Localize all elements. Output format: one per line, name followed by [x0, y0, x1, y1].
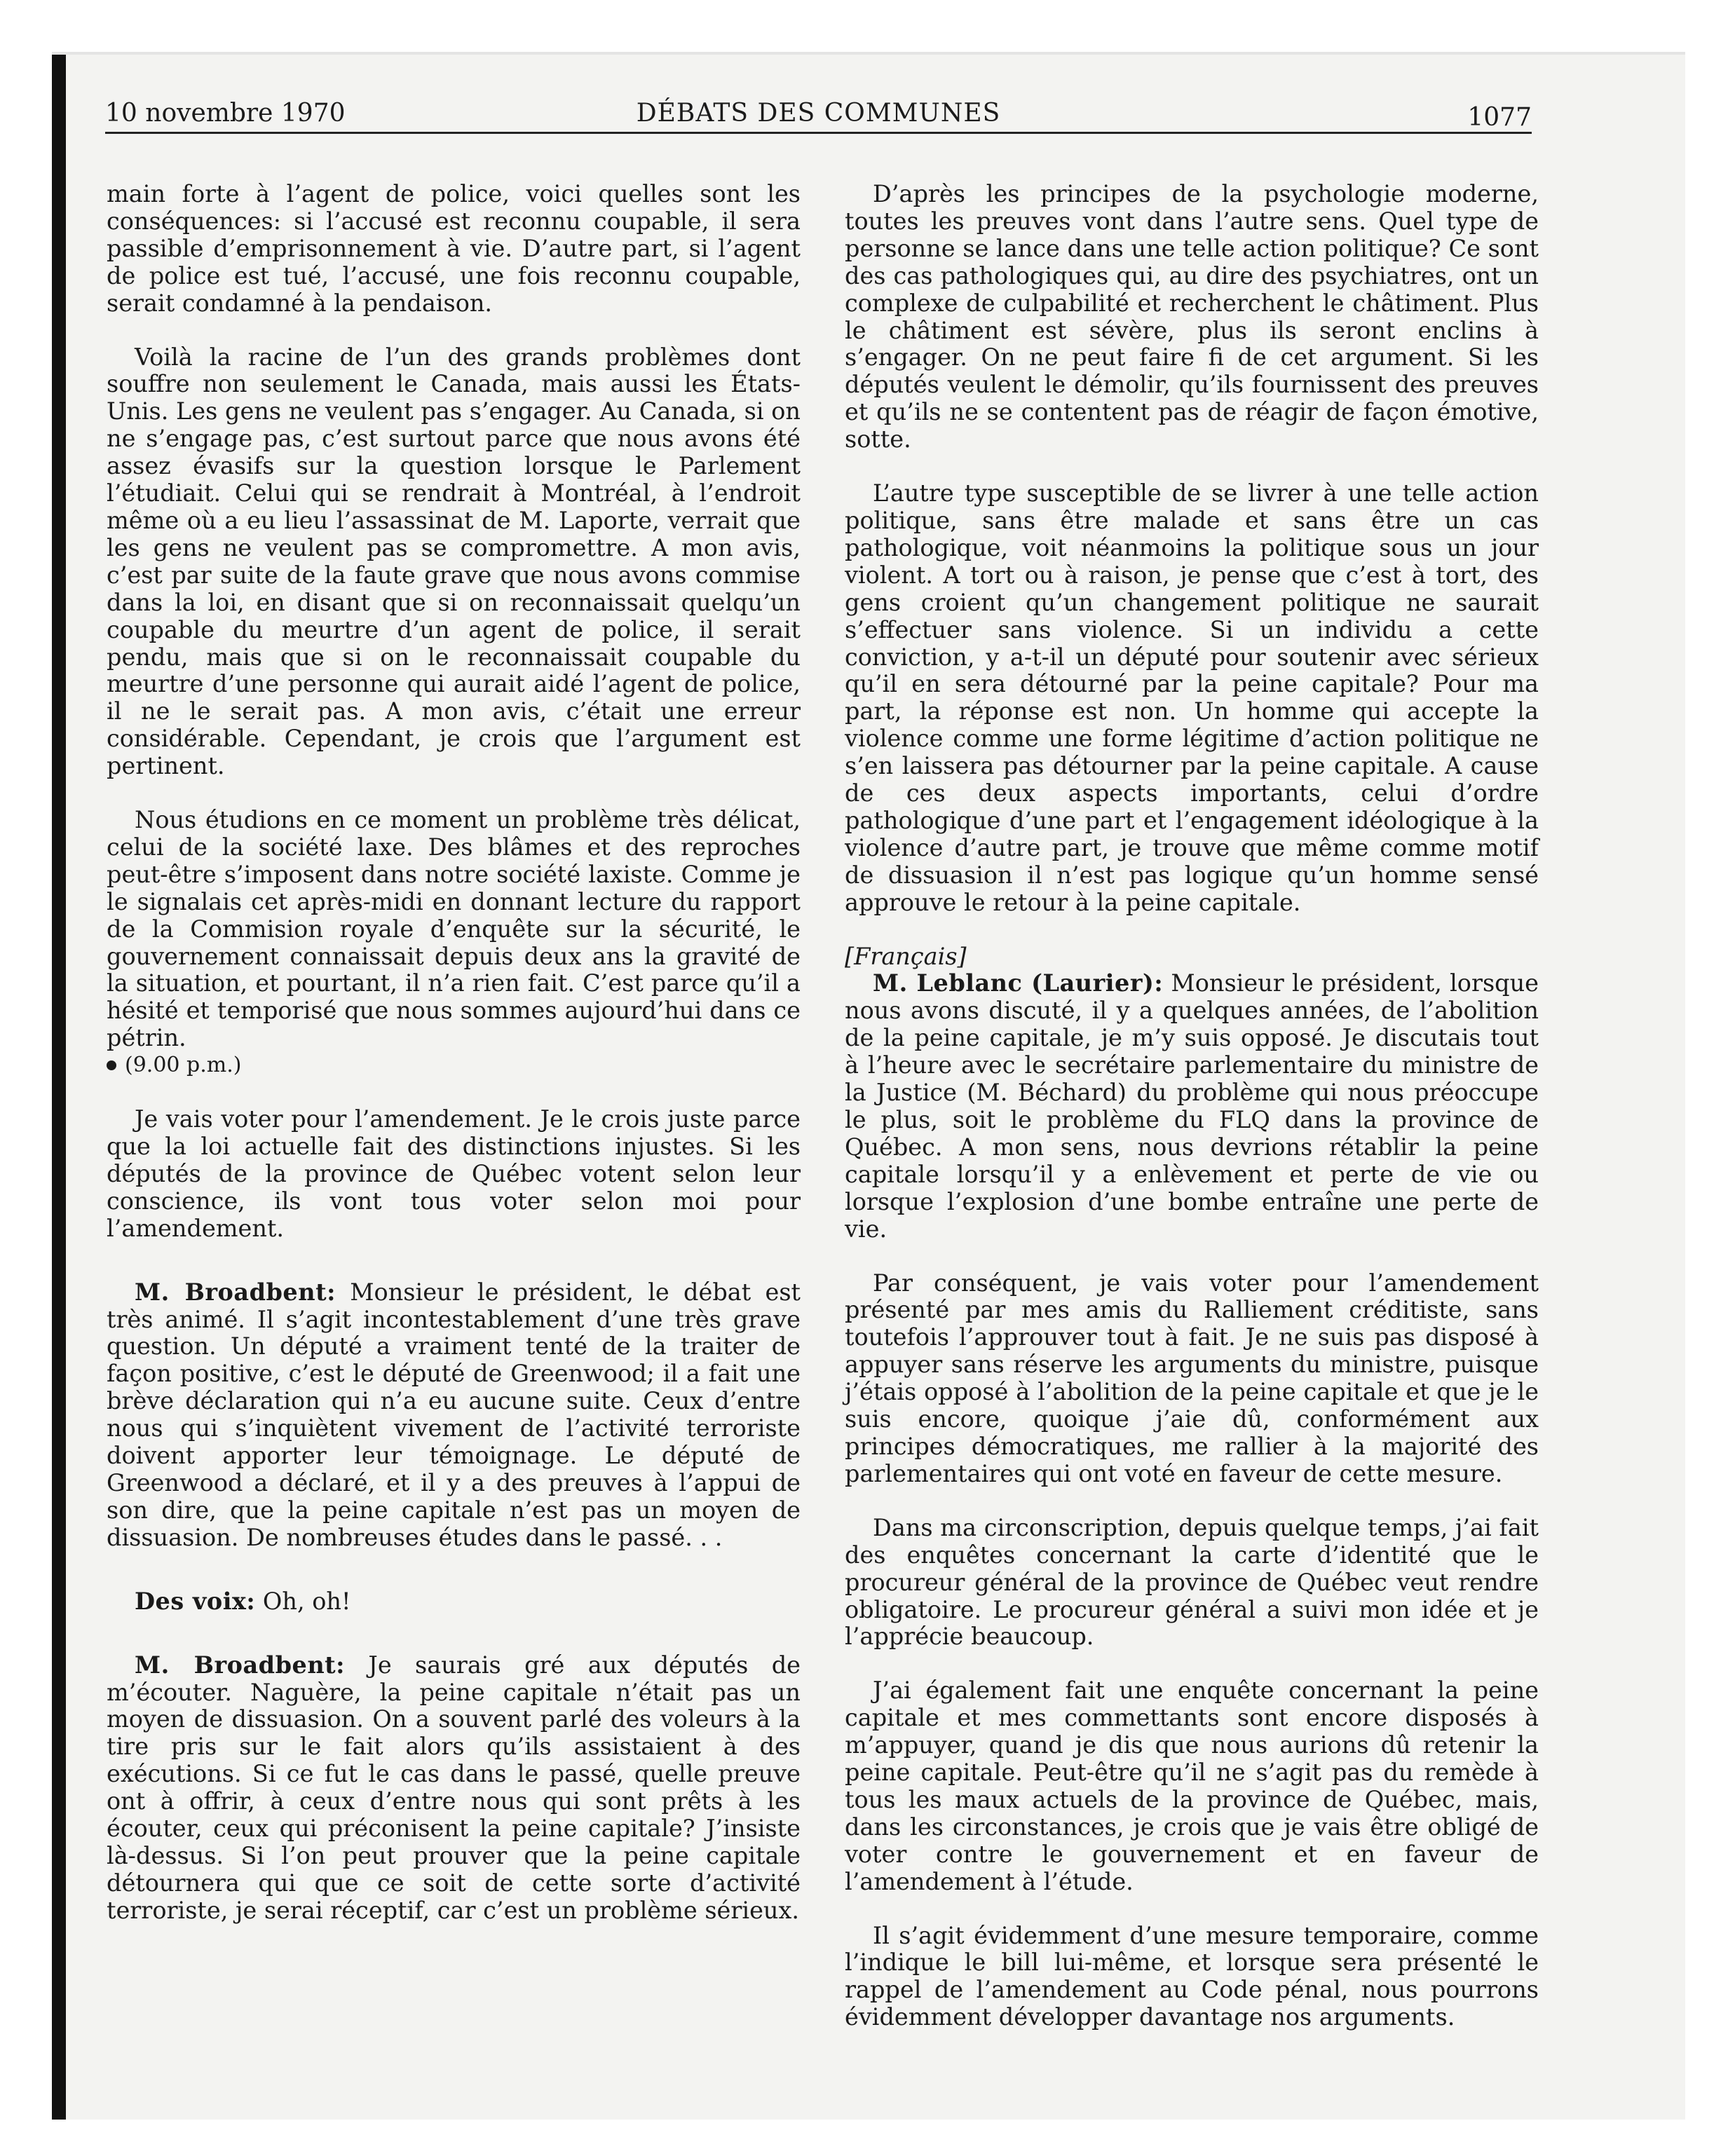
time-marker — [107, 1052, 801, 1079]
speech-text: Je saurais gré aux députés de m’écouter. Naguère, la peine capitale n’était pas un moyen de dissuasion. On a souvent parlé des voleurs à la tire pris sur le fait alors qu’ils assistaient à des exécutions. Si ce fut le cas dans le passé, quelle preuve ont à offrir, à ceux d’entre nous qui sont prêts à les écouter, ceux qui préconisent la peine capitale? J’insiste là-dessus. Si l’on peut prouver que la peine capitale détournera qui que ce soit de cette sorte d’activité terroriste, je serai réceptif, car c’est un problème sérieux. — [107, 1651, 801, 1924]
language-marker: [Français] — [845, 942, 967, 970]
speaker-name: M. Leblanc (Laurier): — [873, 969, 1164, 997]
paragraph: Nous étudions en ce moment un problème très délicat, celui de la société laxe. Des blâmes et des reproches peut-être s’imposent dans notre société laxiste. Comme je le signalais cet après-midi en donnant lecture du rapport de la Commision royale d’enquête sur la sécurité, le gouvernement connaissait depuis deux ans la gravité de la situation, et pourtant, il n’a rien fait. C’est parce qu’il a hésité et temporisé que nous sommes aujourd’hui dans ce pétrin. — [107, 806, 801, 1052]
header-date: 10 novembre 1970 — [105, 99, 346, 128]
paragraph: main forte à l’agent de police, voici quelles sont les conséquences: si l’accusé est reconnu coupable, il sera passible d’emprisonnement à vie. D’autre part, si l’agent de police est tué, l’accusé, une fois reconnu coupable, serait condamné à la pendaison. — [107, 180, 801, 317]
paragraph: Par conséquent, je vais voter pour l’amendement présenté par mes amis du Ralliement créditiste, sans toutefois l’approuver tout à fait. Je ne suis pas disposé à appuyer sans réserve les arguments du ministre, puisque j’étais opposé à l’abolition de la peine capitale et que je le suis encore, quoique j’aie dû, conformément aux principes démocratiques, me rallier à la majorité des parlementaires qui ont voté en faveur de cette mesure. — [845, 1269, 1539, 1487]
page-number: 1077 — [1467, 103, 1532, 132]
speech — [845, 970, 1539, 1243]
speaker-name: M. Broadbent: — [135, 1278, 336, 1306]
paragraph: Dans ma circonscription, depuis quelque temps, j’ai fait des enquêtes concernant la carte d’identité que le procureur général de la province de Québec veut rendre obligatoire. Le procureur général a suivi mon idée et je l’apprécie beaucoup. — [845, 1513, 1539, 1651]
running-header — [105, 90, 1532, 134]
time-marker-text: (9.00 p.m.) — [125, 1053, 242, 1078]
paragraph: Voilà la racine de l’un des grands problèmes dont souffre non seulement le Canada, mais aussi les États-Unis. Les gens ne veulent pas s’engager. Au Canada, si on ne s’engage pas, c’est surtout parce que nous avons été assez évasifs sur la question lorsque le Parlement l’étudiait. Celui qui se rendrait à Montréal, à l’endroit même où a eu lieu l’assassinat de M. Laporte, verrait que les gens ne veulent pas se compromettre. A mon avis, c’est par suite de la faute grave que nous avons commise dans la loi, en disant que si on reconnaissait quelqu’un coupable du meurtre d’un agent de police, il serait pendu, mais que si on le reconnaissait coupable du meurtre d’une personne qui aurait aidé l’agent de police, il ne le serait pas. A mon avis, c’était une erreur considérable. Cependant, je crois que l’argument est pertinent. — [107, 343, 801, 780]
speaker-name: Des voix: — [135, 1587, 256, 1615]
paragraph: Je vais voter pour l’amendement. Je le crois juste parce que la loi actuelle fait des distinctions injustes. Si les députés de la province de Québec votent selon leur conscience, ils vont tous voter selon moi pour l’amendement. — [107, 1105, 801, 1242]
paragraph: L’autre type susceptible de se livrer à une telle action politique, sans être malade et sans être un cas pathologique, voit néanmoins la politique sous un jour violent. A tort ou à raison, je pense que c’est à tort, des gens croient qu’un changement politique ne saurait s’effectuer sans violence. Si un individu a cette conviction, y a-t-il un député pour soutenir avec sérieux qu’il en sera détourné par la peine capitale? Pour ma part, la réponse est non. Un homme qui accepte la violence comme une forme légitime d’action politique ne s’en laissera pas détourner par la peine capitale. A cause de ces deux aspects importants, celui d’ordre pathologique d’une part et l’engagement idéologique à la violence d’autre part, je trouve que même comme motif de dissuasion il n’est pas logique qu’un homme sensé approuve le retour à la peine capitale. — [845, 479, 1539, 916]
scan-border — [52, 52, 66, 2120]
speech-text: Oh, oh! — [262, 1587, 351, 1615]
speech — [107, 1279, 801, 1552]
header-title: DÉBATS DES COMMUNES — [636, 99, 1001, 128]
paragraph: J’ai également fait une enquête concernant la peine capitale et mes commettants sont encore disposés à m’appuyer, quand je dis que nous aurions dû retenir la peine capitale. Peut-être qu’il ne s’agit pas du remède à tous les maux actuels de la province de Québec, mais, dans les circonstances, je crois que je vais être obligé de voter contre le gouvernement et en faveur de l’amendement à l’étude. — [845, 1677, 1539, 1895]
speech-text: Monsieur le président, le débat est très animé. Il s’agit incontestablement d’une très grave question. Un député a vraiment tenté de la traiter de façon positive, c’est le député de Greenwood; il a fait une brève déclaration qui n’a eu aucune suite. Ceux d’entre nous qui s’inquiètent vivement de l’activité terroriste doivent apporter leur témoignage. Le député de Greenwood a déclaré, et il y a des preuves à l’appui de son dire, que la peine capitale n’est pas un moyen de dissuasion. De nombreuses études dans le passé. . . — [107, 1278, 801, 1551]
right-column — [845, 181, 1539, 2031]
speech-text: Monsieur le président, lorsque nous avons discuté, il y a quelques années, de l’abolition de la peine capitale, je m’y suis opposé. Je discutais tout à l’heure avec le secrétaire parlementaire du ministre de la Justice (M. Béchard) du problème qui nous préoccupe le plus, soit le problème du FLQ dans la province de Québec. A mon sens, nous devrions rétablir la peine capitale lorsqu’il y a enlèvement et perte de vie ou lorsque l’explosion d’une bombe entraîne une perte de vie. — [845, 969, 1539, 1243]
speech — [107, 1652, 801, 1925]
speaker-name: M. Broadbent: — [135, 1651, 346, 1679]
paragraph: D’après les principes de la psychologie moderne, toutes les preuves vont dans l’autre sens. Quel type de personne se lance dans une telle action politique? Ce sont des cas pathologiques qui, au dire des psychiatres, ont un complexe de culpabilité et recherchent le châtiment. Plus le châtiment est sévère, plus ils seront enclins à s’engager. On ne peut faire fi de cet argument. Si les députés veulent le démolir, qu’ils fournissent des preuves et qu’ils ne se contentent pas de réagir de façon émotive, sotte. — [845, 180, 1539, 453]
paragraph: Il s’agit évidemment d’une mesure temporaire, comme l’indique le bill lui-même, et lorsque sera présenté le rappel de l’amendement au Code pénal, nous pourrons évidemment développer davantage nos arguments. — [845, 1921, 1539, 2031]
left-column — [107, 181, 801, 1925]
bullet-icon — [107, 1060, 116, 1070]
speech — [107, 1588, 801, 1616]
